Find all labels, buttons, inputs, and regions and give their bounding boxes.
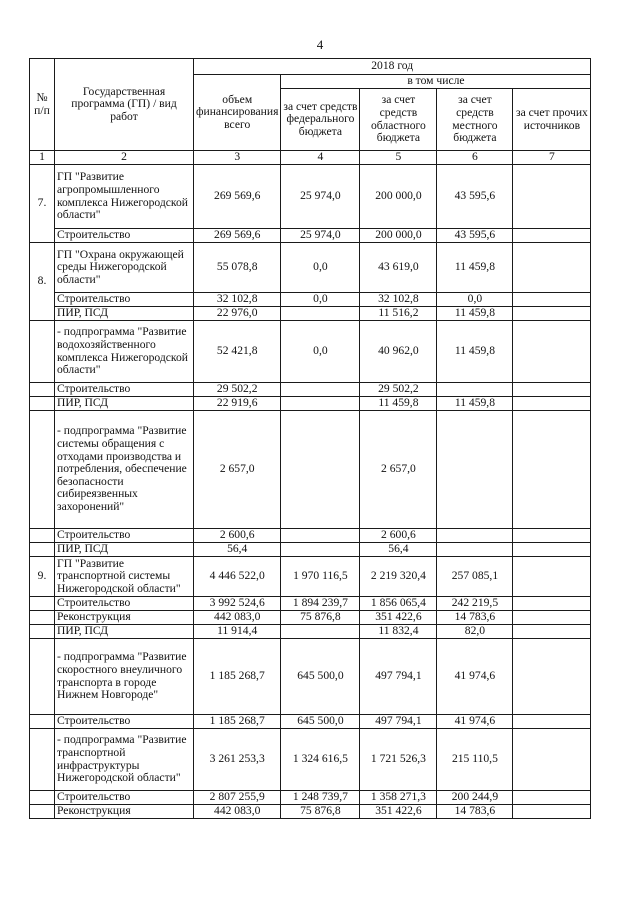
table-row bbox=[30, 625, 591, 639]
local-amount: 41 974,6 bbox=[437, 715, 513, 729]
local-amount: 11 459,8 bbox=[437, 243, 513, 293]
row-number bbox=[30, 529, 55, 543]
total-amount: 442 083,0 bbox=[194, 611, 281, 625]
header-total: объем финансирования всего bbox=[194, 75, 281, 151]
local-amount: 0,0 bbox=[437, 293, 513, 307]
federal-amount: 75 876,8 bbox=[281, 805, 360, 819]
regional-amount: 32 102,8 bbox=[360, 293, 437, 307]
row-number bbox=[30, 383, 55, 397]
total-amount: 22 919,6 bbox=[194, 397, 281, 411]
row-number bbox=[30, 397, 55, 411]
program-name: ПИР, ПСД bbox=[55, 397, 194, 411]
table-row bbox=[30, 529, 591, 543]
program-name: Строительство bbox=[55, 791, 194, 805]
row-number: 8. bbox=[30, 243, 55, 321]
row-number: 7. bbox=[30, 165, 55, 243]
header-regional: за счет средств областного бюджета bbox=[360, 89, 437, 151]
other-amount bbox=[513, 397, 591, 411]
other-amount bbox=[513, 411, 591, 529]
total-amount: 3 992 524,6 bbox=[194, 597, 281, 611]
total-amount: 4 446 522,0 bbox=[194, 557, 281, 597]
total-amount: 2 600,6 bbox=[194, 529, 281, 543]
local-amount: 43 595,6 bbox=[437, 229, 513, 243]
total-amount: 52 421,8 bbox=[194, 321, 281, 383]
header-year: 2018 год bbox=[194, 59, 591, 75]
federal-amount: 645 500,0 bbox=[281, 715, 360, 729]
table-row bbox=[30, 321, 591, 383]
header-program: Государственная программа (ГП) / вид работ bbox=[55, 59, 194, 151]
federal-amount bbox=[281, 543, 360, 557]
total-amount: 32 102,8 bbox=[194, 293, 281, 307]
federal-amount: 75 876,8 bbox=[281, 611, 360, 625]
row-number bbox=[30, 791, 55, 805]
local-amount: 11 459,8 bbox=[437, 397, 513, 411]
table-row bbox=[30, 805, 591, 819]
other-amount bbox=[513, 597, 591, 611]
table-row bbox=[30, 729, 591, 791]
regional-amount: 40 962,0 bbox=[360, 321, 437, 383]
regional-amount: 1 856 065,4 bbox=[360, 597, 437, 611]
program-name: ГП "Охрана окружающей среды Нижегородской области" bbox=[55, 243, 194, 293]
regional-amount: 1 358 271,3 bbox=[360, 791, 437, 805]
row-number bbox=[30, 715, 55, 729]
row-number bbox=[30, 729, 55, 791]
row-number: 9. bbox=[30, 557, 55, 597]
program-name: ПИР, ПСД bbox=[55, 543, 194, 557]
federal-amount bbox=[281, 383, 360, 397]
table-row bbox=[30, 229, 591, 243]
other-amount bbox=[513, 557, 591, 597]
row-number bbox=[30, 625, 55, 639]
federal-amount bbox=[281, 625, 360, 639]
regional-amount: 56,4 bbox=[360, 543, 437, 557]
other-amount bbox=[513, 791, 591, 805]
local-amount: 43 595,6 bbox=[437, 165, 513, 229]
other-amount bbox=[513, 165, 591, 229]
total-amount: 3 261 253,3 bbox=[194, 729, 281, 791]
federal-amount: 0,0 bbox=[281, 243, 360, 293]
other-amount bbox=[513, 243, 591, 293]
federal-amount: 1 248 739,7 bbox=[281, 791, 360, 805]
program-name: ПИР, ПСД bbox=[55, 625, 194, 639]
local-amount: 82,0 bbox=[437, 625, 513, 639]
total-amount: 56,4 bbox=[194, 543, 281, 557]
other-amount bbox=[513, 229, 591, 243]
other-amount bbox=[513, 625, 591, 639]
header-other: за счет прочих источников bbox=[513, 89, 591, 151]
other-amount bbox=[513, 321, 591, 383]
regional-amount: 351 422,6 bbox=[360, 611, 437, 625]
total-amount: 442 083,0 bbox=[194, 805, 281, 819]
column-index-row bbox=[30, 151, 591, 165]
local-amount: 215 110,5 bbox=[437, 729, 513, 791]
table-row bbox=[30, 243, 591, 293]
other-amount bbox=[513, 529, 591, 543]
program-name: Строительство bbox=[55, 715, 194, 729]
regional-amount: 43 619,0 bbox=[360, 243, 437, 293]
header-local: за счет средств местного бюджета bbox=[437, 89, 513, 151]
local-amount: 14 783,6 bbox=[437, 805, 513, 819]
federal-amount: 1 970 116,5 bbox=[281, 557, 360, 597]
program-name: Строительство bbox=[55, 383, 194, 397]
regional-amount: 497 794,1 bbox=[360, 715, 437, 729]
other-amount bbox=[513, 805, 591, 819]
regional-amount: 1 721 526,3 bbox=[360, 729, 437, 791]
table-row bbox=[30, 411, 591, 529]
regional-amount: 29 502,2 bbox=[360, 383, 437, 397]
table-row bbox=[30, 715, 591, 729]
other-amount bbox=[513, 293, 591, 307]
table-row bbox=[30, 543, 591, 557]
other-amount bbox=[513, 639, 591, 715]
budget-table bbox=[29, 58, 591, 819]
local-amount: 200 244,9 bbox=[437, 791, 513, 805]
table-row bbox=[30, 293, 591, 307]
program-name: ПИР, ПСД bbox=[55, 307, 194, 321]
column-index-7: 7 bbox=[513, 151, 591, 165]
total-amount: 2 807 255,9 bbox=[194, 791, 281, 805]
program-name: - подпрограмма "Развитие скоростного внеуличного транспорта в городе Нижнем Новгороде" bbox=[55, 639, 194, 715]
column-index-6: 6 bbox=[437, 151, 513, 165]
federal-amount: 25 974,0 bbox=[281, 229, 360, 243]
local-amount bbox=[437, 529, 513, 543]
column-index-5: 5 bbox=[360, 151, 437, 165]
other-amount bbox=[513, 307, 591, 321]
program-name: Реконструкция bbox=[55, 805, 194, 819]
total-amount: 1 185 268,7 bbox=[194, 639, 281, 715]
total-amount: 29 502,2 bbox=[194, 383, 281, 397]
total-amount: 11 914,4 bbox=[194, 625, 281, 639]
local-amount: 257 085,1 bbox=[437, 557, 513, 597]
regional-amount: 200 000,0 bbox=[360, 229, 437, 243]
total-amount: 1 185 268,7 bbox=[194, 715, 281, 729]
local-amount bbox=[437, 543, 513, 557]
column-index-4: 4 bbox=[281, 151, 360, 165]
row-number bbox=[30, 543, 55, 557]
federal-amount: 645 500,0 bbox=[281, 639, 360, 715]
table-row bbox=[30, 557, 591, 597]
page-number: 4 bbox=[316, 37, 324, 52]
table-row bbox=[30, 307, 591, 321]
table-row bbox=[30, 611, 591, 625]
federal-amount: 0,0 bbox=[281, 321, 360, 383]
federal-amount bbox=[281, 397, 360, 411]
local-amount: 11 459,8 bbox=[437, 307, 513, 321]
local-amount bbox=[437, 383, 513, 397]
program-name: ГП "Развитие транспортной системы Нижегородской области" bbox=[55, 557, 194, 597]
regional-amount: 497 794,1 bbox=[360, 639, 437, 715]
regional-amount: 351 422,6 bbox=[360, 805, 437, 819]
program-name: Строительство bbox=[55, 529, 194, 543]
row-number bbox=[30, 597, 55, 611]
regional-amount: 2 600,6 bbox=[360, 529, 437, 543]
other-amount bbox=[513, 543, 591, 557]
federal-amount: 25 974,0 bbox=[281, 165, 360, 229]
program-name: - подпрограмма "Развитие транспортной инфраструктуры Нижегородской области" bbox=[55, 729, 194, 791]
federal-amount: 0,0 bbox=[281, 293, 360, 307]
federal-amount bbox=[281, 529, 360, 543]
program-name: - подпрограмма "Развитие системы обращения с отходами производства и потребления, обеспечение безопасности сибиреязвенных захоронений" bbox=[55, 411, 194, 529]
total-amount: 269 569,6 bbox=[194, 165, 281, 229]
regional-amount: 200 000,0 bbox=[360, 165, 437, 229]
total-amount: 22 976,0 bbox=[194, 307, 281, 321]
row-number bbox=[30, 611, 55, 625]
total-amount: 2 657,0 bbox=[194, 411, 281, 529]
regional-amount: 2 219 320,4 bbox=[360, 557, 437, 597]
table-row bbox=[30, 639, 591, 715]
regional-amount: 11 459,8 bbox=[360, 397, 437, 411]
local-amount: 242 219,5 bbox=[437, 597, 513, 611]
program-name: Строительство bbox=[55, 597, 194, 611]
other-amount bbox=[513, 729, 591, 791]
federal-amount bbox=[281, 411, 360, 529]
column-index-1: 1 bbox=[30, 151, 55, 165]
column-index-3: 3 bbox=[194, 151, 281, 165]
total-amount: 269 569,6 bbox=[194, 229, 281, 243]
local-amount: 41 974,6 bbox=[437, 639, 513, 715]
federal-amount: 1 894 239,7 bbox=[281, 597, 360, 611]
table-row bbox=[30, 791, 591, 805]
table-row bbox=[30, 383, 591, 397]
program-name: Реконструкция bbox=[55, 611, 194, 625]
table-row bbox=[30, 397, 591, 411]
regional-amount: 2 657,0 bbox=[360, 411, 437, 529]
total-amount: 55 078,8 bbox=[194, 243, 281, 293]
program-name: Строительство bbox=[55, 229, 194, 243]
program-name: ГП "Развитие агропромышленного комплекса Нижегородской области" bbox=[55, 165, 194, 229]
row-number bbox=[30, 411, 55, 529]
program-name: - подпрограмма "Развитие водохозяйственного комплекса Нижегородской области" bbox=[55, 321, 194, 383]
federal-amount: 1 324 616,5 bbox=[281, 729, 360, 791]
table-body bbox=[30, 165, 591, 819]
row-number bbox=[30, 639, 55, 715]
header-no: № п/п bbox=[30, 59, 55, 151]
row-number bbox=[30, 805, 55, 819]
table-row bbox=[30, 597, 591, 611]
header-federal: за счет средств федерального бюджета bbox=[281, 89, 360, 151]
column-index-2: 2 bbox=[55, 151, 194, 165]
other-amount bbox=[513, 383, 591, 397]
table-row bbox=[30, 165, 591, 229]
program-name: Строительство bbox=[55, 293, 194, 307]
regional-amount: 11 516,2 bbox=[360, 307, 437, 321]
regional-amount: 11 832,4 bbox=[360, 625, 437, 639]
local-amount: 14 783,6 bbox=[437, 611, 513, 625]
federal-amount bbox=[281, 307, 360, 321]
header-including: в том числе bbox=[281, 75, 591, 89]
other-amount bbox=[513, 715, 591, 729]
row-number bbox=[30, 321, 55, 383]
local-amount: 11 459,8 bbox=[437, 321, 513, 383]
other-amount bbox=[513, 611, 591, 625]
local-amount bbox=[437, 411, 513, 529]
